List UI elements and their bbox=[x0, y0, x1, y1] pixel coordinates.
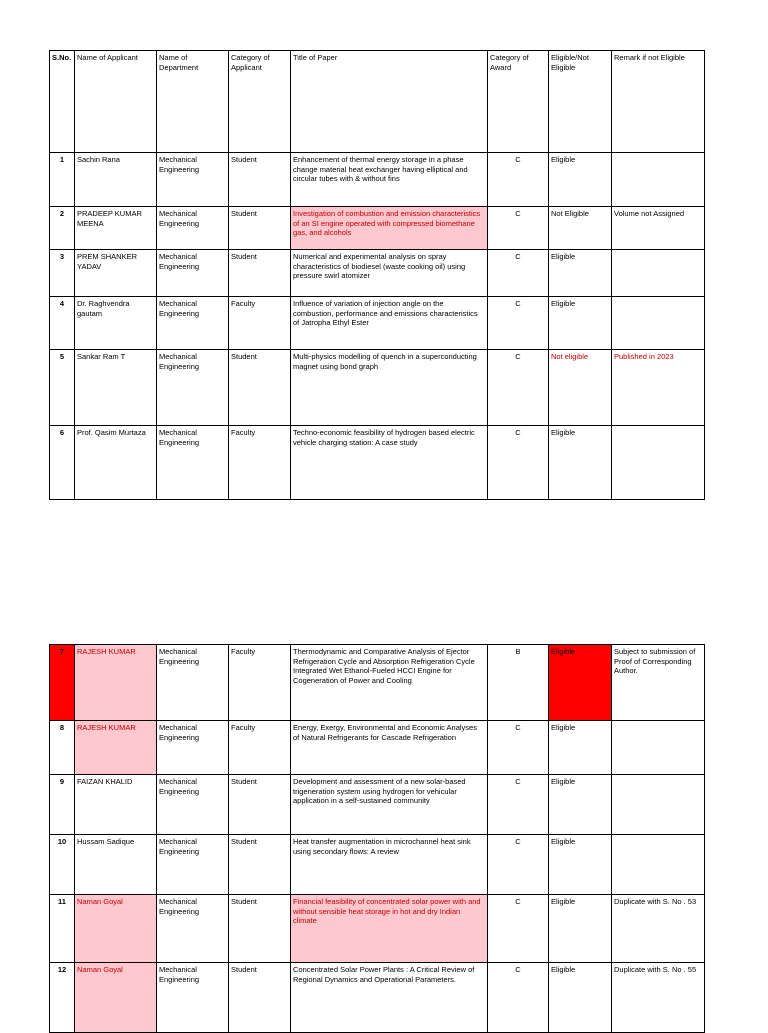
cell-award: C bbox=[488, 895, 549, 963]
cell-name: FAIZAN KHALID bbox=[75, 775, 157, 835]
cell-department: Mechanical Engineering bbox=[157, 207, 229, 250]
cell-eligible: Not Eligible bbox=[549, 207, 612, 250]
table-row bbox=[50, 426, 705, 500]
cell-name: Hussam Sadique bbox=[75, 835, 157, 895]
cell-category: Student bbox=[229, 895, 291, 963]
cell-name: Prof. Qasim Murtaza bbox=[75, 426, 157, 500]
cell-category: Faculty bbox=[229, 645, 291, 721]
cell-award: C bbox=[488, 721, 549, 775]
cell-category: Student bbox=[229, 153, 291, 207]
cell-remark bbox=[612, 721, 705, 775]
cell-department: Mechanical Engineering bbox=[157, 963, 229, 1033]
cell-sno: 4 bbox=[50, 297, 75, 350]
cell-award: C bbox=[488, 426, 549, 500]
cell-name: RAJESH KUMAR bbox=[75, 721, 157, 775]
table-row bbox=[50, 963, 705, 1033]
cell-title: Heat transfer augmentation in microchannel heat sink using secondary flows: A review bbox=[291, 835, 488, 895]
cell-eligible: Eligible bbox=[549, 153, 612, 207]
cell-award: C bbox=[488, 350, 549, 426]
header-eligible: Eligible/Not Eligible bbox=[549, 51, 612, 153]
cell-name: PREM SHANKER YADAV bbox=[75, 250, 157, 297]
cell-sno: 11 bbox=[50, 895, 75, 963]
cell-eligible: Eligible bbox=[549, 426, 612, 500]
cell-name: RAJESH KUMAR bbox=[75, 645, 157, 721]
cell-title: Financial feasibility of concentrated solar power with and without sensible heat storage in hot and dry Indian climate bbox=[291, 895, 488, 963]
cell-remark bbox=[612, 297, 705, 350]
cell-sno: 3 bbox=[50, 250, 75, 297]
header-category-award: Category of Award bbox=[488, 51, 549, 153]
header-row bbox=[50, 51, 705, 153]
cell-eligible: Eligible bbox=[549, 297, 612, 350]
cell-award: C bbox=[488, 153, 549, 207]
header-remark: Remark if not Eligible bbox=[612, 51, 705, 153]
cell-sno: 12 bbox=[50, 963, 75, 1033]
cell-sno: 8 bbox=[50, 721, 75, 775]
header-category-applicant: Category of Applicant bbox=[229, 51, 291, 153]
cell-remark bbox=[612, 426, 705, 500]
cell-remark: Duplicate with S. No . 53 bbox=[612, 895, 705, 963]
cell-name: Dr. Raghvendra gautam bbox=[75, 297, 157, 350]
cell-title: Thermodynamic and Comparative Analysis of Ejector Refrigeration Cycle and Absorption Refrigeration Cycle Integrated Wet Ethanol-Fueled HCCI Engine for Cogeneration of Power and Cooling bbox=[291, 645, 488, 721]
cell-title: Investigation of combustion and emission characteristics of an SI engine operated with compressed biomethane gas, and alcohols bbox=[291, 207, 488, 250]
header-name: Name of Applicant bbox=[75, 51, 157, 153]
cell-category: Student bbox=[229, 835, 291, 895]
cell-eligible: Eligible bbox=[549, 963, 612, 1033]
cell-title: Multi-physics modelling of quench in a superconducting magnet using bond graph bbox=[291, 350, 488, 426]
cell-category: Student bbox=[229, 350, 291, 426]
applications-table-bottom bbox=[49, 644, 705, 1033]
cell-award: C bbox=[488, 775, 549, 835]
cell-eligible: Eligible bbox=[549, 775, 612, 835]
cell-award: C bbox=[488, 297, 549, 350]
cell-department: Mechanical Engineering bbox=[157, 835, 229, 895]
cell-award: C bbox=[488, 963, 549, 1033]
table-row bbox=[50, 297, 705, 350]
cell-department: Mechanical Engineering bbox=[157, 895, 229, 963]
cell-title: Numerical and experimental analysis on spray characteristics of biodiesel (waste cooking oil) using pressure swirl atomizer bbox=[291, 250, 488, 297]
cell-title: Development and assessment of a new solar-based trigeneration system using hydrogen for vehicular application in a self-sustained community bbox=[291, 775, 488, 835]
table-row bbox=[50, 350, 705, 426]
cell-eligible: Eligible bbox=[549, 895, 612, 963]
cell-remark bbox=[612, 775, 705, 835]
cell-eligible: Eligible bbox=[549, 645, 612, 721]
cell-department: Mechanical Engineering bbox=[157, 775, 229, 835]
cell-eligible: Eligible bbox=[549, 835, 612, 895]
cell-sno: 1 bbox=[50, 153, 75, 207]
cell-award: B bbox=[488, 645, 549, 721]
header-title: Title of Paper bbox=[291, 51, 488, 153]
table-row bbox=[50, 645, 705, 721]
cell-name: Sachin Rana bbox=[75, 153, 157, 207]
cell-sno: 7 bbox=[50, 645, 75, 721]
cell-category: Student bbox=[229, 207, 291, 250]
table-row bbox=[50, 207, 705, 250]
cell-award: C bbox=[488, 207, 549, 250]
cell-award: C bbox=[488, 835, 549, 895]
cell-sno: 5 bbox=[50, 350, 75, 426]
cell-department: Mechanical Engineering bbox=[157, 645, 229, 721]
header-sno: S.No. bbox=[50, 51, 75, 153]
cell-eligible: Not eligible bbox=[549, 350, 612, 426]
cell-award: C bbox=[488, 250, 549, 297]
cell-title: Enhancement of thermal energy storage in a phase change material heat exchanger having elliptical and circular tubes with & without fins bbox=[291, 153, 488, 207]
cell-name: Naman Goyal bbox=[75, 963, 157, 1033]
applications-table-top bbox=[49, 50, 705, 500]
cell-category: Faculty bbox=[229, 297, 291, 350]
cell-remark bbox=[612, 153, 705, 207]
table-row bbox=[50, 835, 705, 895]
cell-category: Student bbox=[229, 775, 291, 835]
cell-title: Energy, Exergy, Environmental and Economic Analyses of Natural Refrigerants for Cascade Refrigeration bbox=[291, 721, 488, 775]
table-row bbox=[50, 721, 705, 775]
header-department: Name of Department bbox=[157, 51, 229, 153]
cell-department: Mechanical Engineering bbox=[157, 250, 229, 297]
cell-department: Mechanical Engineering bbox=[157, 297, 229, 350]
cell-name: Sankar Ram T bbox=[75, 350, 157, 426]
cell-sno: 6 bbox=[50, 426, 75, 500]
cell-department: Mechanical Engineering bbox=[157, 721, 229, 775]
cell-remark: Duplicate with S. No . 55 bbox=[612, 963, 705, 1033]
cell-remark bbox=[612, 835, 705, 895]
cell-name: Naman Goyal bbox=[75, 895, 157, 963]
cell-title: Concentrated Solar Power Plants : A Critical Review of Regional Dynamics and Operational Parameters. bbox=[291, 963, 488, 1033]
cell-name: PRADEEP KUMAR MEENA bbox=[75, 207, 157, 250]
cell-eligible: Eligible bbox=[549, 721, 612, 775]
table-row bbox=[50, 895, 705, 963]
table-row bbox=[50, 250, 705, 297]
cell-department: Mechanical Engineering bbox=[157, 426, 229, 500]
cell-remark bbox=[612, 250, 705, 297]
cell-sno: 9 bbox=[50, 775, 75, 835]
table-row bbox=[50, 775, 705, 835]
cell-remark: Subject to submission of Proof of Corresponding Author. bbox=[612, 645, 705, 721]
cell-title: Techno-economic feasibility of hydrogen based electric vehicle charging station: A case study bbox=[291, 426, 488, 500]
cell-remark: Published in 2023 bbox=[612, 350, 705, 426]
cell-eligible: Eligible bbox=[549, 250, 612, 297]
cell-remark: Volume not Assigned bbox=[612, 207, 705, 250]
cell-category: Student bbox=[229, 250, 291, 297]
cell-department: Mechanical Engineering bbox=[157, 350, 229, 426]
cell-title: Influence of variation of injection angle on the combustion, performance and emissions characteristics of Jatropha Ethyl Ester bbox=[291, 297, 488, 350]
cell-department: Mechanical Engineering bbox=[157, 153, 229, 207]
table-row bbox=[50, 153, 705, 207]
cell-category: Faculty bbox=[229, 426, 291, 500]
cell-sno: 10 bbox=[50, 835, 75, 895]
cell-category: Student bbox=[229, 963, 291, 1033]
cell-sno: 2 bbox=[50, 207, 75, 250]
cell-category: Faculty bbox=[229, 721, 291, 775]
